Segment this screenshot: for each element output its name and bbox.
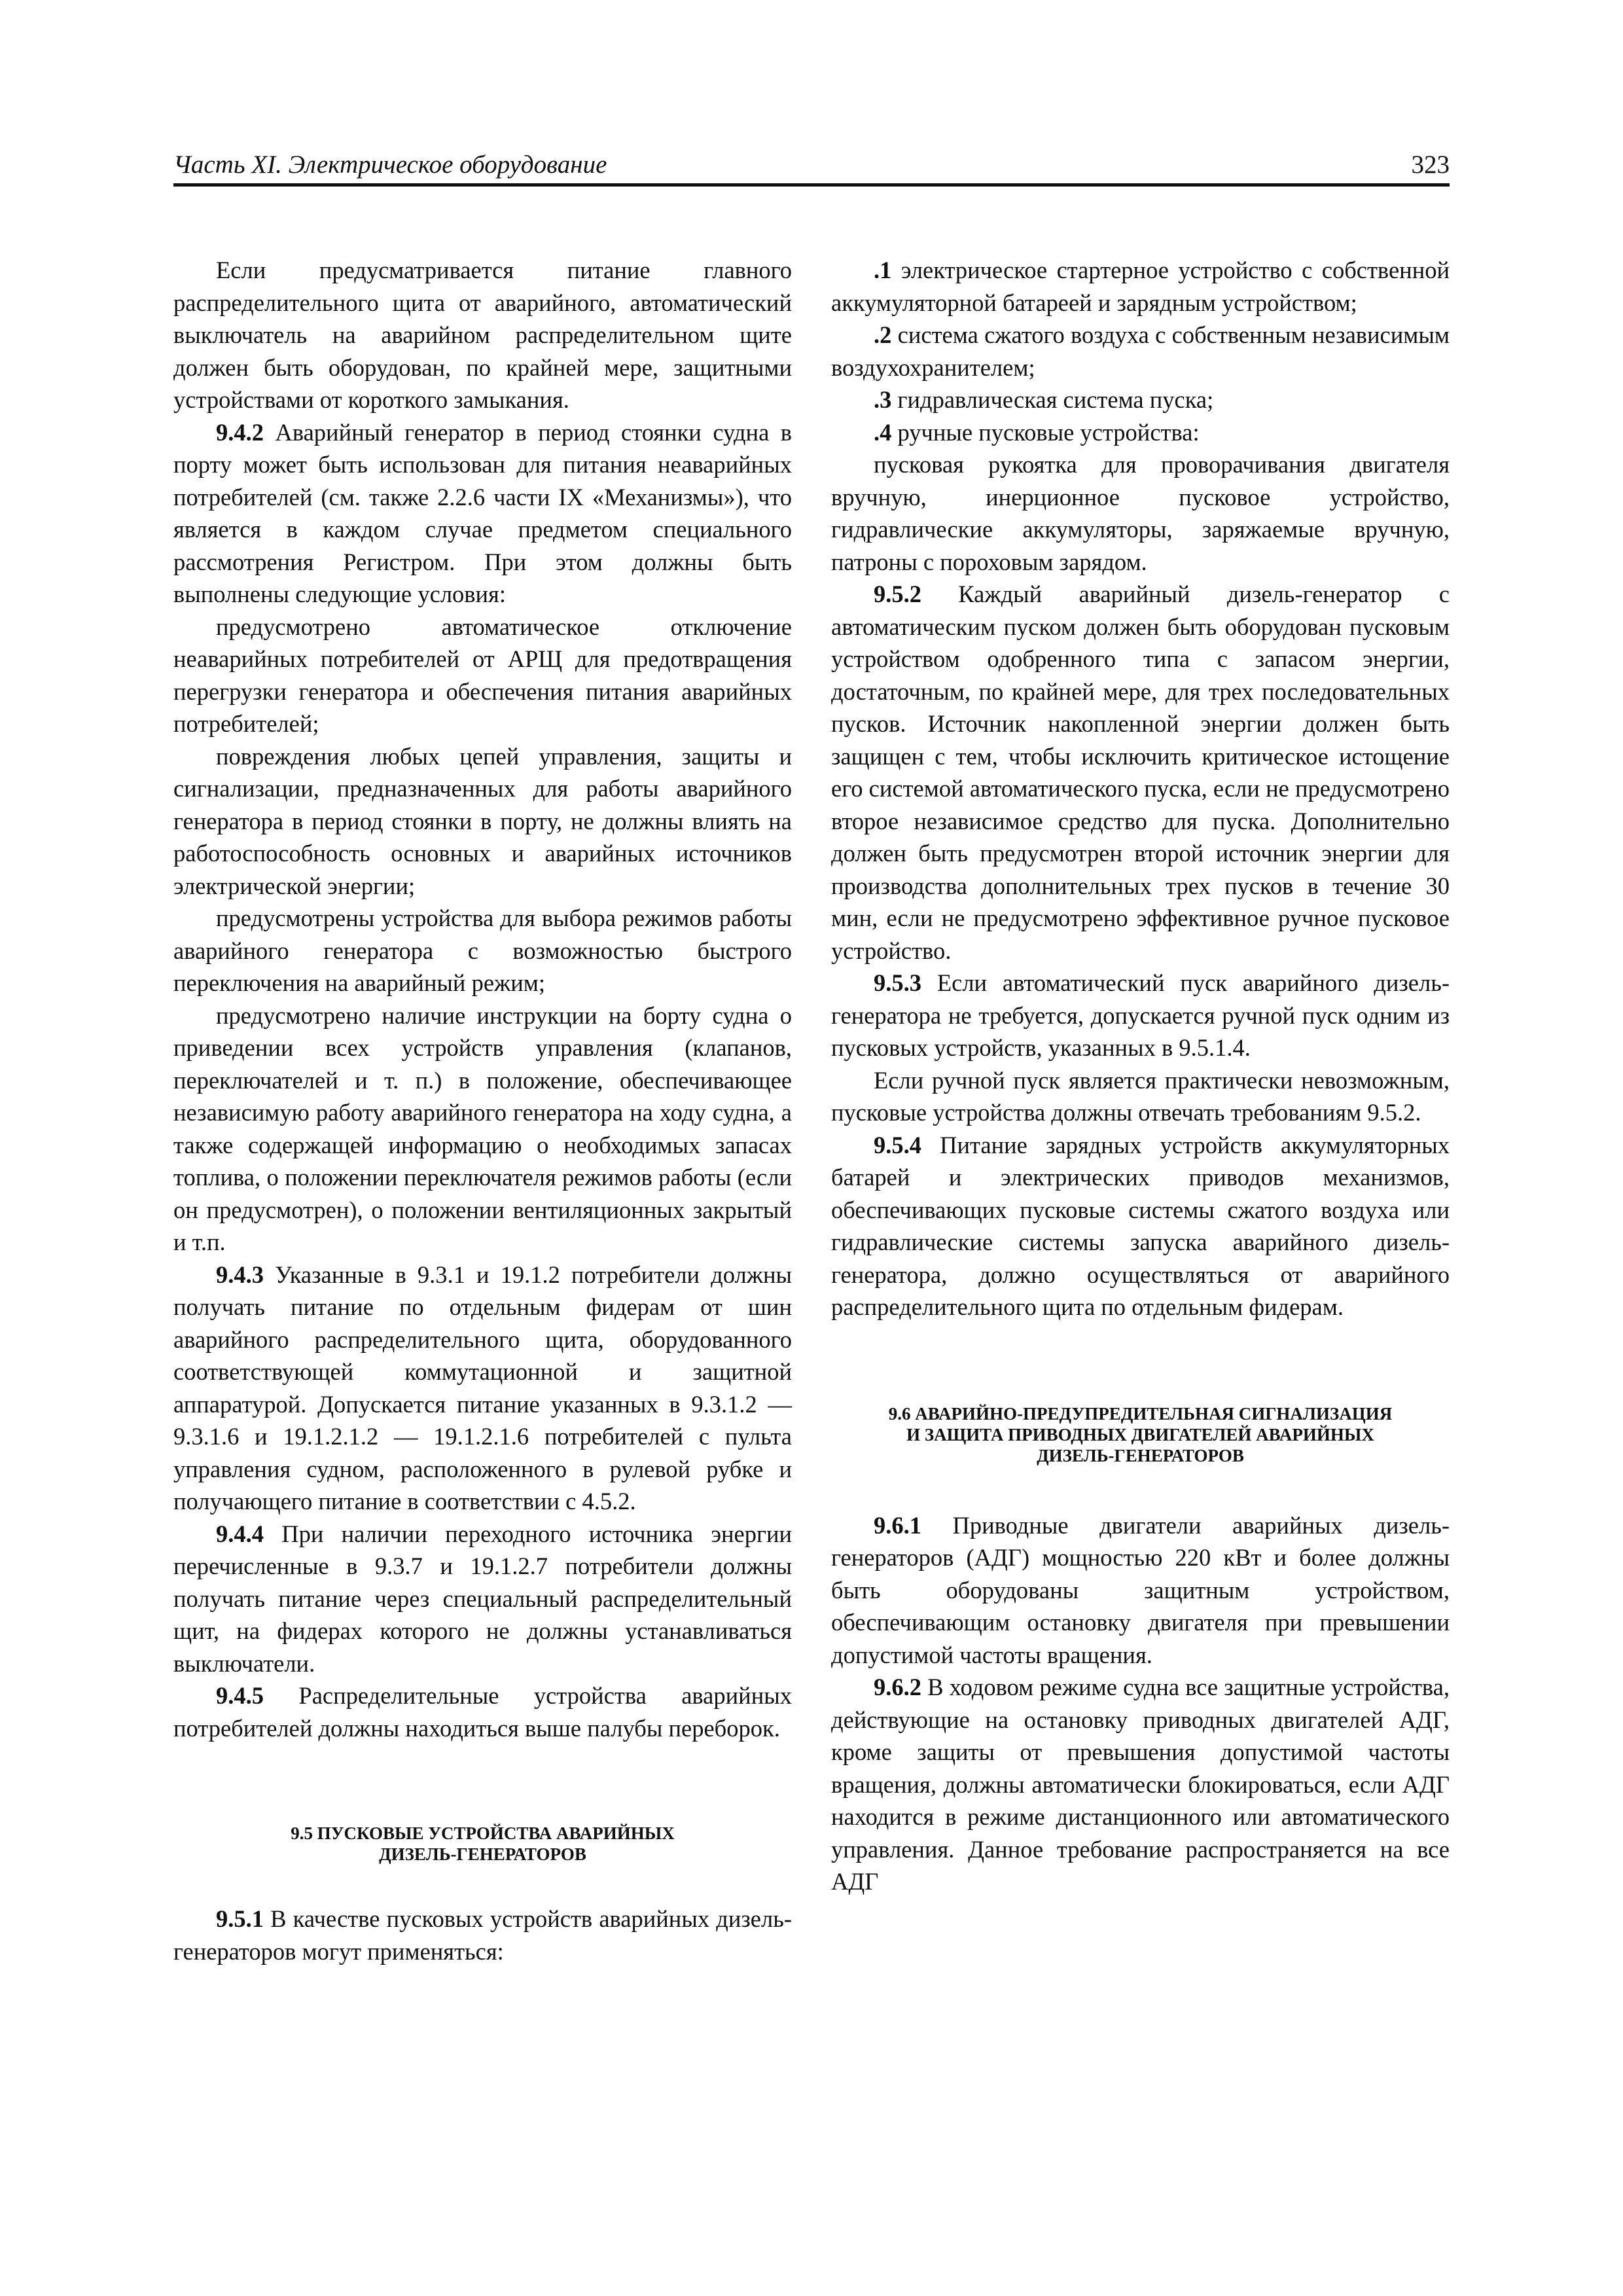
paragraph-9-4-3: 9.4.3 Указанные в 9.3.1 и 19.1.2 потребители должны получать питание по отдельным фидерам от шин аварийного распределительного щита, оборудованного соответствующей коммутационной и защитной аппаратурой. Допускается питание указанных в 9.3.1.2 — 9.3.1.6 и 19.1.2.1.2 — 19.1.2.1.6 потребителей с пульта управления судном, расположенного в рулевой рубке и получающего питание в соответствии с 4.5.2. xyxy=(173,1261,792,1515)
paragraph-9-6-2: 9.6.2 В ходовом режиме судна все защитные устройства, действующие на остановку приводных двигателей АДГ, кроме защиты от превышения допустимой частоты вращения, должны автоматически блокироваться, если АДГ находится в режиме дистанционного или автоматического управления. Данное требование распространяется на все АДГ xyxy=(831,1674,1450,1895)
paragraph-9-5-3: 9.5.3 Если автоматический пуск аварийного дизель-генератора не требуется, допускается ручной пуск одним из пусковых устройств, указанных в 9.5.1.4. xyxy=(831,969,1450,1061)
clause-number: 9.5.4 xyxy=(874,1131,921,1158)
right-column xyxy=(831,254,1450,1898)
paragraph: Если предусматривается питание главного распределительного щита от аварийного, автоматический выключатель на аварийном распределительном щите должен быть оборудован, по крайней мере, защитными устройствами от короткого замыкания. xyxy=(173,257,792,413)
paragraph-9-5-1: 9.5.1 В качестве пусковых устройств аварийных дизель-генераторов могут применяться: xyxy=(173,1905,792,1965)
clause-number: 9.4.4 xyxy=(216,1520,264,1547)
paragraph-9-5-2: 9.5.2 Каждый аварийный дизель-генератор с автоматическим пуском должен быть оборудован пусковым устройством одобренного типа с запасом энергии, достаточным, по крайней мере, для трех последовательных пусков. Источник накопленной энергии должен быть защищен с тем, чтобы исключить критическое истощение его системой автоматического пуска, если не предусмотрено второе независимое средство для пуска. Дополнительно должен быть предусмотрен второй источник энергии для производства дополнительных трех пусков в течение 30 мин, если не предусмотрено эффективное ручное пусковое устройство. xyxy=(831,581,1450,964)
paragraph-9-4-4: 9.4.4 При наличии переходного источника энергии перечисленные в 9.3.7 и 19.1.2.7 потребители должны получать питание через специальный распределительный щит, на фидерах которого не должны устанавливаться выключатели. xyxy=(173,1520,793,1677)
running-title: Часть XI. Электрическое оборудование xyxy=(173,151,607,179)
section-heading-9-6: 9.6 АВАРИЙНО-ПРЕДУПРЕДИТЕЛЬНАЯ СИГНАЛИЗАЦИЯ И ЗАЩИТА ПРИВОДНЫХ ДВИГАТЕЛЕЙ АВАРИЙНЫХ ДИЗЕЛЬ-ГЕНЕРАТОРОВ xyxy=(888,1403,1393,1465)
paragraph: Если ручной пуск является практически невозможным, пусковые устройства должны отвечать требованиям 9.5.2. xyxy=(831,1066,1450,1126)
clause-number: 9.5.1 xyxy=(216,1905,264,1932)
paragraph-9-5-4: 9.5.4 Питание зарядных устройств аккумуляторных батарей и электрических приводов механизмов, обеспечивающих пусковые системы сжатого воздуха или гидравлические системы запуска аварийного дизель-генератора, должно осуществляться от аварийного распределительного щита по отдельным фидерам. xyxy=(831,1131,1450,1320)
item-number: .3 xyxy=(874,386,892,413)
paragraph-9-4-5: 9.4.5 Распределительные устройства аварийных потребителей должны находиться выше палубы переборок. xyxy=(173,1682,792,1742)
paragraph: повреждения любых цепей управления, защиты и сигнализации, предназначенных для работы аварийного генератора в период стоянки в порту, не должны влиять на работоспособность основных и аварийных источников электрической энергии; xyxy=(173,742,792,899)
clause-number: 9.6.1 xyxy=(874,1511,921,1539)
paragraph: предусмотрено наличие инструкции на борту судна о приведении всех устройств управления (клапанов, переключателей и т. п.) в положение, обеспечивающее независимую работу аварийного генератора на ходу судна, а также содержащей информацию о необходимых запасах топлива, о положении переключателя режимов работы (если он предусмотрен), о положении вентиляционных закрытый и т.п. xyxy=(173,1001,792,1255)
list-item: .2 система сжатого воздуха с собственным независимым воздухохранителем; xyxy=(831,321,1450,381)
page-header xyxy=(173,144,1450,187)
left-column xyxy=(173,254,792,1967)
list-item: .4 ручные пусковые устройства: xyxy=(874,418,1200,446)
clause-number: 9.5.2 xyxy=(874,581,921,607)
item-number: .2 xyxy=(874,321,892,348)
clause-number: 9.4.3 xyxy=(216,1261,264,1288)
item-number: .1 xyxy=(874,257,892,283)
section-heading-9-5: 9.5 ПУСКОВЫЕ УСТРОЙСТВА АВАРИЙНЫХ ДИЗЕЛЬ-ГЕНЕРАТОРОВ xyxy=(291,1823,675,1864)
list-item: .1 электрическое стартерное устройство с собственной аккумуляторной батареей и зарядным устройством; xyxy=(831,257,1450,316)
clause-number: 9.5.3 xyxy=(874,969,921,996)
clause-number: 9.6.2 xyxy=(874,1674,921,1700)
list-item: .3 гидравлическая система пуска; xyxy=(874,386,1214,413)
paragraph-9-4-2: 9.4.2 Аварийный генератор в период стоянки судна в порту может быть использован для питания неаварийных потребителей (см. также 2.2.6 части IX «Механизмы»), что является в каждом случае предметом специального рассмотрения Регистром. При этом должны быть выполнены следующие условия: xyxy=(173,418,792,607)
item-number: .4 xyxy=(874,418,892,446)
paragraph-9-6-1: 9.6.1 Приводные двигатели аварийных дизель-генераторов (АДГ) мощностью 220 кВт и более должны быть оборудованы защитным устройством, обеспечивающим остановку двигателя при превышении допустимой частоты вращения. xyxy=(831,1511,1450,1668)
paragraph: предусмотрены устройства для выбора режимов работы аварийного генератора с возможностью быстрого переключения на аварийный режим; xyxy=(173,905,792,996)
clause-number: 9.4.2 xyxy=(216,418,264,446)
paragraph: пусковая рукоятка для проворачивания двигателя вручную, инерционное пусковое устройство, гидравлические аккумуляторы, заряжаемые вручную, патроны с пороховым зарядом. xyxy=(831,451,1450,575)
paragraph: предусмотрено автоматическое отключение неаварийных потребителей от АРЩ для предотвращения перегрузки генератора и обеспечения питания аварийных потребителей; xyxy=(173,613,792,737)
clause-number: 9.4.5 xyxy=(216,1682,264,1709)
page-number: 323 xyxy=(1411,151,1450,179)
